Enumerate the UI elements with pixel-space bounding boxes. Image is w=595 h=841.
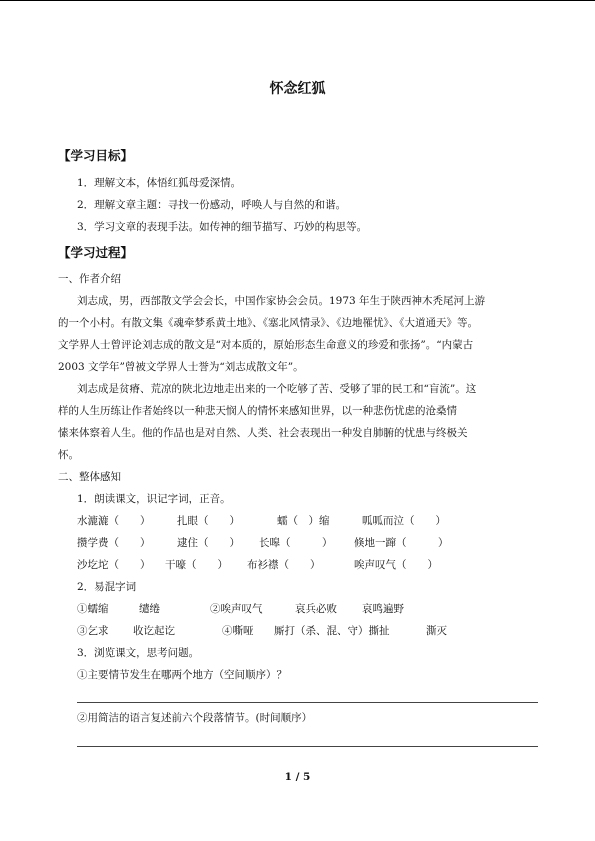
char-cell: 布衫襟（ ）: [247, 559, 321, 571]
goal-item-2: 2．理解文章主题：寻找一份感动，呼唤人与自然的和谐。: [77, 199, 347, 211]
question-1: ①主要情节发生在哪两个地方（空间顺序）？: [77, 669, 287, 681]
overall-heading: 二、整体感知: [58, 471, 121, 483]
question-2: ②用简洁的语言复述前六个段落情节。(时间顺序）: [77, 712, 313, 724]
char-cell: 逮住（ ）: [177, 537, 240, 549]
author-line-1: 刘志成，男，西部散文学会会长，中国作家协会会员。1973 年生于陕西神木秃尾河上游: [77, 295, 486, 307]
char-cell: 蠕（ ）缩: [277, 515, 330, 527]
author-line-5: 刘志成是贫瘠、荒凉的陕北边地走出来的一个吃够了苦、受够了罪的民工和“盲流”。这: [77, 383, 477, 395]
char-cell: 唉声叹气（ ）: [354, 559, 438, 571]
read-item: 1．朗读课文，识记字词，正音。: [77, 493, 231, 505]
process-heading: 【学习过程】: [58, 245, 134, 260]
confuse-cell: 缱绻: [139, 603, 160, 615]
char-cell: 沙圪坨（ ）: [77, 559, 151, 571]
char-cell: 呱呱而泣（ ）: [362, 515, 446, 527]
author-line-4: 2003 文学年”曾被文学界人士誉为“刘志成散文年”。: [58, 361, 304, 373]
confuse-cell: ①蠕缩: [77, 603, 109, 615]
browse-item: 3．浏览课文，思考问题。: [77, 647, 200, 659]
char-cell: 攒学费（ ）: [77, 537, 151, 549]
confuse-cell: ②唉声叹气: [210, 603, 263, 615]
author-line-6: 样的人生历练让作者始终以一种悲天悯人的情怀来感知世界，以一种悲伤忧虑的沧桑情: [58, 405, 457, 417]
confuse-cell: 澌灭: [426, 625, 447, 637]
confuse-cell: 哀鸣遍野: [362, 603, 404, 615]
confuse-item: 2．易混字词: [77, 581, 137, 593]
page-number: 1 / 5: [284, 771, 311, 783]
confuse-cell: 厮打（杀、混、守）撕扯: [274, 625, 390, 637]
document-title: 怀念红狐: [269, 81, 326, 97]
char-cell: 干嚎（ ）: [165, 559, 228, 571]
confuse-cell: ④嘶哑: [222, 625, 254, 637]
author-line-7: 愫来体察着人生。他的作品也是对自然、人类、社会表现出一种发自肺腑的忧患与终极关: [58, 427, 468, 439]
goal-item-1: 1．理解文本，体悟红狐母爱深情。: [77, 177, 242, 189]
answer-line-1[interactable]: [77, 702, 538, 703]
answer-line-2[interactable]: [77, 746, 538, 747]
goal-item-3: 3．学习文章的表现手法。如传神的细节描写、巧妙的构思等。: [77, 221, 368, 233]
author-line-2: 的一个小村。有散文集《魂牵梦系黄土地》、《塞北风情录》、《边地罹忧》、《大道通天》等。: [58, 317, 478, 329]
confuse-cell: 收讫起讫: [133, 625, 175, 637]
char-cell: 扎眼（ ）: [177, 515, 240, 527]
confuse-cell: 哀兵必败: [295, 603, 337, 615]
author-line-3: 文学界人士曾评论刘志成的散文是“对本质的，原始形态生命意义的珍爱和张扬”。“内蒙古: [58, 339, 474, 351]
char-cell: 倏地一蹿（ ）: [354, 537, 449, 549]
confuse-cell: ③乞求: [77, 625, 109, 637]
author-heading: 一、作者介绍: [58, 273, 121, 285]
char-cell: 长嗥（ ）: [259, 537, 333, 549]
goals-heading: 【学习目标】: [58, 148, 134, 163]
author-line-8: 怀。: [58, 449, 79, 461]
char-cell: 水漉漉（ ）: [77, 515, 151, 527]
